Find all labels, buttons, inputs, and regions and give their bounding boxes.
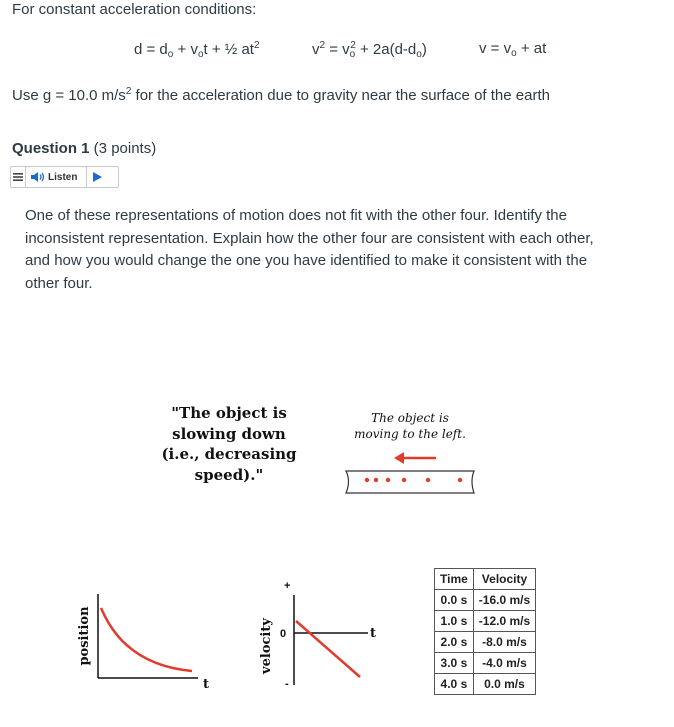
direction-caption-2: moving to the left. [354, 427, 466, 441]
motion-dot [458, 478, 462, 482]
motion-dot [426, 478, 430, 482]
position-ylabel: position [77, 606, 92, 666]
table-row: 3.0 s -4.0 m/s [435, 653, 536, 674]
equation-velocity-squared: $v^2 = v_o^2 + 2a(d-d_o)$ [312, 40, 427, 60]
direction-caption-1: The object is [371, 411, 449, 425]
listen-divider [86, 166, 87, 188]
intro-text: For constant acceleration conditions: [12, 1, 257, 18]
table-row: 4.0 s 0.0 m/s [435, 674, 536, 695]
left-arrow-icon [394, 452, 436, 464]
quote-line-3: (i.e., decreasing [161, 445, 297, 463]
motion-dot [374, 478, 378, 482]
equation-velocity: $v = v_o$ + at [479, 40, 547, 59]
velocity-minus: - [285, 678, 289, 690]
motion-dot [402, 478, 406, 482]
table-row: 1.0 s -12.0 m/s [435, 611, 536, 632]
time-velocity-table [434, 568, 536, 695]
position-time-graph [77, 594, 209, 692]
velocity-xlabel: t [370, 626, 377, 641]
table-header-time: Time [435, 569, 474, 590]
motion-map [346, 471, 474, 493]
velocity-time-graph [259, 580, 376, 690]
equation-position: $d = d_o + v_ot$ + ½ $at^2$ [134, 40, 260, 60]
table-header-velocity: Velocity [473, 569, 535, 590]
position-xlabel: t [203, 677, 210, 692]
menu-icon[interactable] [11, 167, 26, 187]
question-title: Question 1 (3 points) [12, 140, 157, 157]
listen-widget[interactable] [10, 166, 119, 188]
motion-dot [386, 478, 390, 482]
table-row: 0.0 s -16.0 m/s [435, 590, 536, 611]
velocity-zero: 0 [280, 628, 287, 640]
question-prompt: One of these representations of motion does not fit with the other four. Identify the inconsistent representation. Explain how the other four are consistent with each other, and how you would change the one you have identified to make it consistent with the other four. [25, 207, 594, 292]
table-row: 2.0 s -8.0 m/s [435, 632, 536, 653]
quote-line-4: speed)." [194, 466, 264, 484]
time-velocity-table-container [434, 568, 564, 698]
quote-line-1: "The object is [171, 404, 287, 422]
speaker-icon [30, 170, 46, 184]
listen-label: Listen [48, 171, 78, 183]
motion-dot [365, 478, 369, 482]
play-icon[interactable] [93, 172, 102, 182]
gravity-note: Use g = 10.0 $m/s^2$ for the acceleration due to gravity near the surface of the earth [12, 86, 550, 104]
quote-line-2: slowing down [172, 425, 286, 443]
velocity-plus: + [284, 580, 291, 592]
motion-representations-figure [0, 380, 674, 727]
velocity-ylabel: velocity [259, 618, 274, 674]
